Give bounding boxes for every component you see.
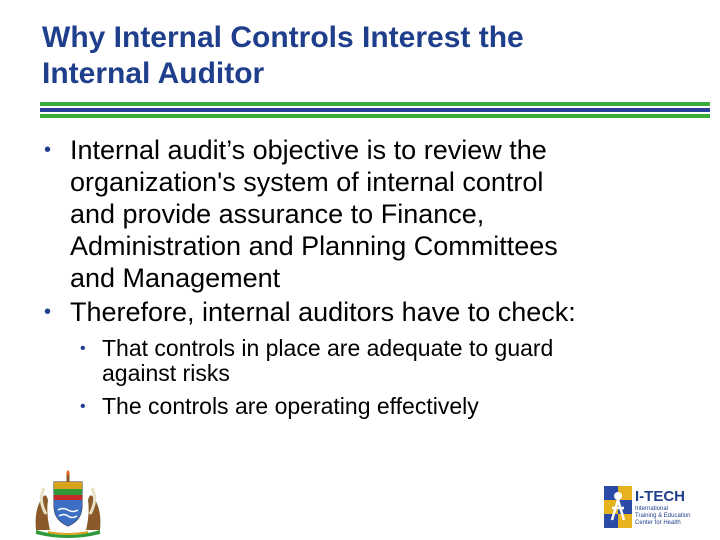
bullet-item bbox=[0, 296, 720, 328]
sub-bullet-text-line: against risks bbox=[102, 360, 230, 386]
coat-of-arms-icon bbox=[30, 470, 106, 538]
bullet-text-line: Internal audit’s objective is to review the bbox=[70, 135, 547, 165]
i-tech-logo bbox=[604, 486, 718, 532]
i-tech-logo-icon bbox=[604, 486, 718, 532]
bullet-text-line: Therefore, internal auditors have to check: bbox=[70, 297, 576, 327]
bullet-text-line: organization's system of internal control bbox=[70, 167, 544, 197]
bullet-dot-icon: • bbox=[80, 398, 86, 415]
bullet-list bbox=[0, 134, 720, 419]
bullet-text-line: and Management bbox=[70, 263, 281, 293]
green-rule-lower bbox=[40, 114, 710, 118]
sub-bullet-item bbox=[0, 394, 720, 419]
bullet-item bbox=[0, 134, 720, 294]
bullet-dot-icon: • bbox=[44, 139, 52, 161]
sub-bullet-item bbox=[0, 336, 720, 386]
slide-title bbox=[42, 20, 682, 92]
sub-bullet-text-line: The controls are operating effectively bbox=[102, 393, 479, 419]
bullet-dot-icon: • bbox=[80, 340, 86, 357]
i-tech-logo-tagline: International bbox=[635, 506, 669, 512]
slide-title-line-1: Why Internal Controls Interest the bbox=[42, 21, 524, 54]
slide-title-line-2: Internal Auditor bbox=[42, 57, 265, 90]
bullet-dot-icon: • bbox=[44, 301, 52, 323]
i-tech-logo-tagline: Center for Health bbox=[635, 520, 681, 526]
bullet-text-line: and provide assurance to Finance, bbox=[70, 199, 485, 229]
i-tech-logo-tagline: Training & Education bbox=[635, 513, 691, 519]
i-tech-logo-name: I-TECH bbox=[635, 488, 685, 505]
sub-bullet-text-line: That controls in place are adequate to guard bbox=[102, 335, 554, 361]
title-underline-rules bbox=[40, 102, 710, 118]
bullet-text-line: Administration and Planning Committees bbox=[70, 231, 558, 261]
